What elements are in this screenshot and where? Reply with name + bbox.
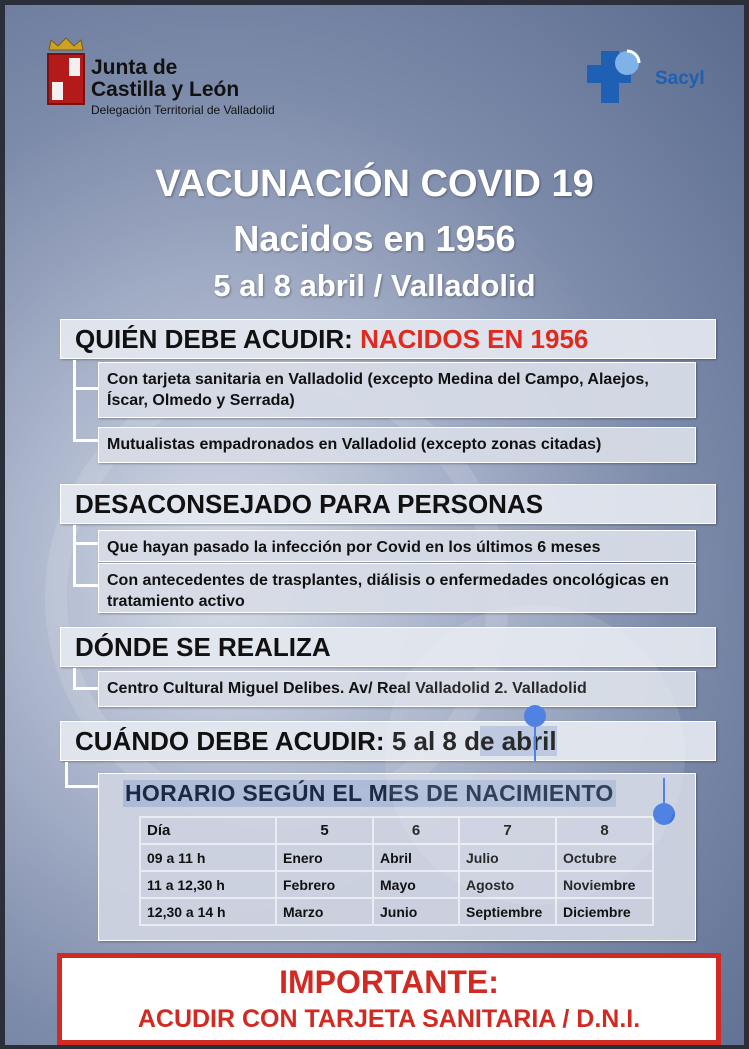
schedule-cell: Noviembre (556, 871, 653, 898)
not-recommended-item: Que hayan pasado la infección por Covid en los últimos 6 meses (98, 530, 696, 562)
schedule-cell: Octubre (556, 844, 653, 871)
schedule-row (140, 871, 653, 898)
schedule-header-cell: 6 (373, 817, 459, 844)
when-heading (60, 721, 716, 761)
schedule-cell: Septiembre (459, 898, 556, 925)
schedule-cell: Diciembre (556, 898, 653, 925)
main-title: VACUNACIÓN COVID 19 (155, 163, 594, 205)
when-heading-label: CUÁNDO DEBE ACUDIR: (75, 726, 392, 756)
schedule-cell: 11 a 12,30 h (140, 871, 276, 898)
when-bracket (65, 762, 98, 788)
sacyl-logo (587, 43, 705, 107)
sacyl-cross-icon (587, 43, 651, 107)
schedule-row (140, 898, 653, 925)
poster (5, 5, 744, 1045)
important-notice (57, 953, 721, 1045)
junta-name-line2: Castilla y León (91, 78, 240, 101)
where-heading: DÓNDE SE REALIZA (60, 627, 716, 667)
schedule-cell: Junio (373, 898, 459, 925)
schedule-header-cell: 7 (459, 817, 556, 844)
schedule-header-cell: Día (140, 817, 276, 844)
when-value-part1: 5 al 8 d (391, 726, 480, 756)
schedule-cell: Enero (276, 844, 373, 871)
schedule-cell: Abril (373, 844, 459, 871)
schedule-cell: Agosto (459, 871, 556, 898)
crown-icon (47, 37, 85, 51)
schedule-box (98, 773, 696, 941)
when-heading-value (392, 726, 557, 756)
junta-name-line1: Junta de (91, 56, 178, 79)
when-value-selected[interactable]: e abril (479, 726, 557, 756)
not-recommended-item: Con antecedentes de trasplantes, diálisis o enfermedades oncológicas en tratamiento activo (98, 563, 696, 613)
coat-of-arms-icon (47, 53, 85, 105)
where-bracket (73, 668, 98, 690)
who-heading-highlight: NACIDOS EN 1956 (360, 324, 589, 354)
selection-end-caret (663, 778, 665, 808)
schedule-table (139, 816, 654, 926)
who-heading-label: QUIÉN DEBE ACUDIR: (75, 324, 361, 354)
where-item: Centro Cultural Miguel Delibes. Av/ Real Valladolid 2. Valladolid (98, 671, 696, 707)
selection-start-caret (534, 721, 536, 761)
schedule-cell: Marzo (276, 898, 373, 925)
schedule-cell: 12,30 a 14 h (140, 898, 276, 925)
schedule-title[interactable]: HORARIO SEGÚN EL MES DE NACIMIENTO (125, 780, 614, 806)
schedule-row (140, 844, 653, 871)
important-title: IMPORTANTE: (279, 964, 499, 1000)
junta-delegation: Delegación Territorial de Valladolid (91, 103, 275, 117)
important-text: ACUDIR CON TARJETA SANITARIA / D.N.I. (137, 1005, 641, 1033)
selection-end-handle[interactable] (653, 803, 675, 825)
who-item: Mutualistas empadronados en Valladolid (excepto zonas citadas) (98, 427, 696, 463)
schedule-cell: Julio (459, 844, 556, 871)
schedule-cell: Mayo (373, 871, 459, 898)
subtitle: Nacidos en 1956 (233, 218, 516, 259)
schedule-header-cell: 5 (276, 817, 373, 844)
schedule-header-cell: 8 (556, 817, 653, 844)
not-recommended-bracket-tick (73, 525, 98, 545)
who-heading (60, 319, 716, 359)
junta-logo (47, 37, 275, 117)
sacyl-name: Sacyl (655, 68, 705, 89)
schedule-cell: Febrero (276, 871, 373, 898)
selection-start-handle[interactable] (524, 705, 546, 727)
not-recommended-heading: DESACONSEJADO PARA PERSONAS (60, 484, 716, 524)
schedule-cell: 09 a 11 h (140, 844, 276, 871)
schedule-header-row (140, 817, 653, 844)
who-item: Con tarjeta sanitaria en Valladolid (excepto Medina del Campo, Alaejos, Íscar, Olmedo y Serrada) (98, 362, 696, 418)
dates-location: 5 al 8 abril / Valladolid (213, 268, 536, 303)
who-bracket-tick (73, 360, 98, 390)
